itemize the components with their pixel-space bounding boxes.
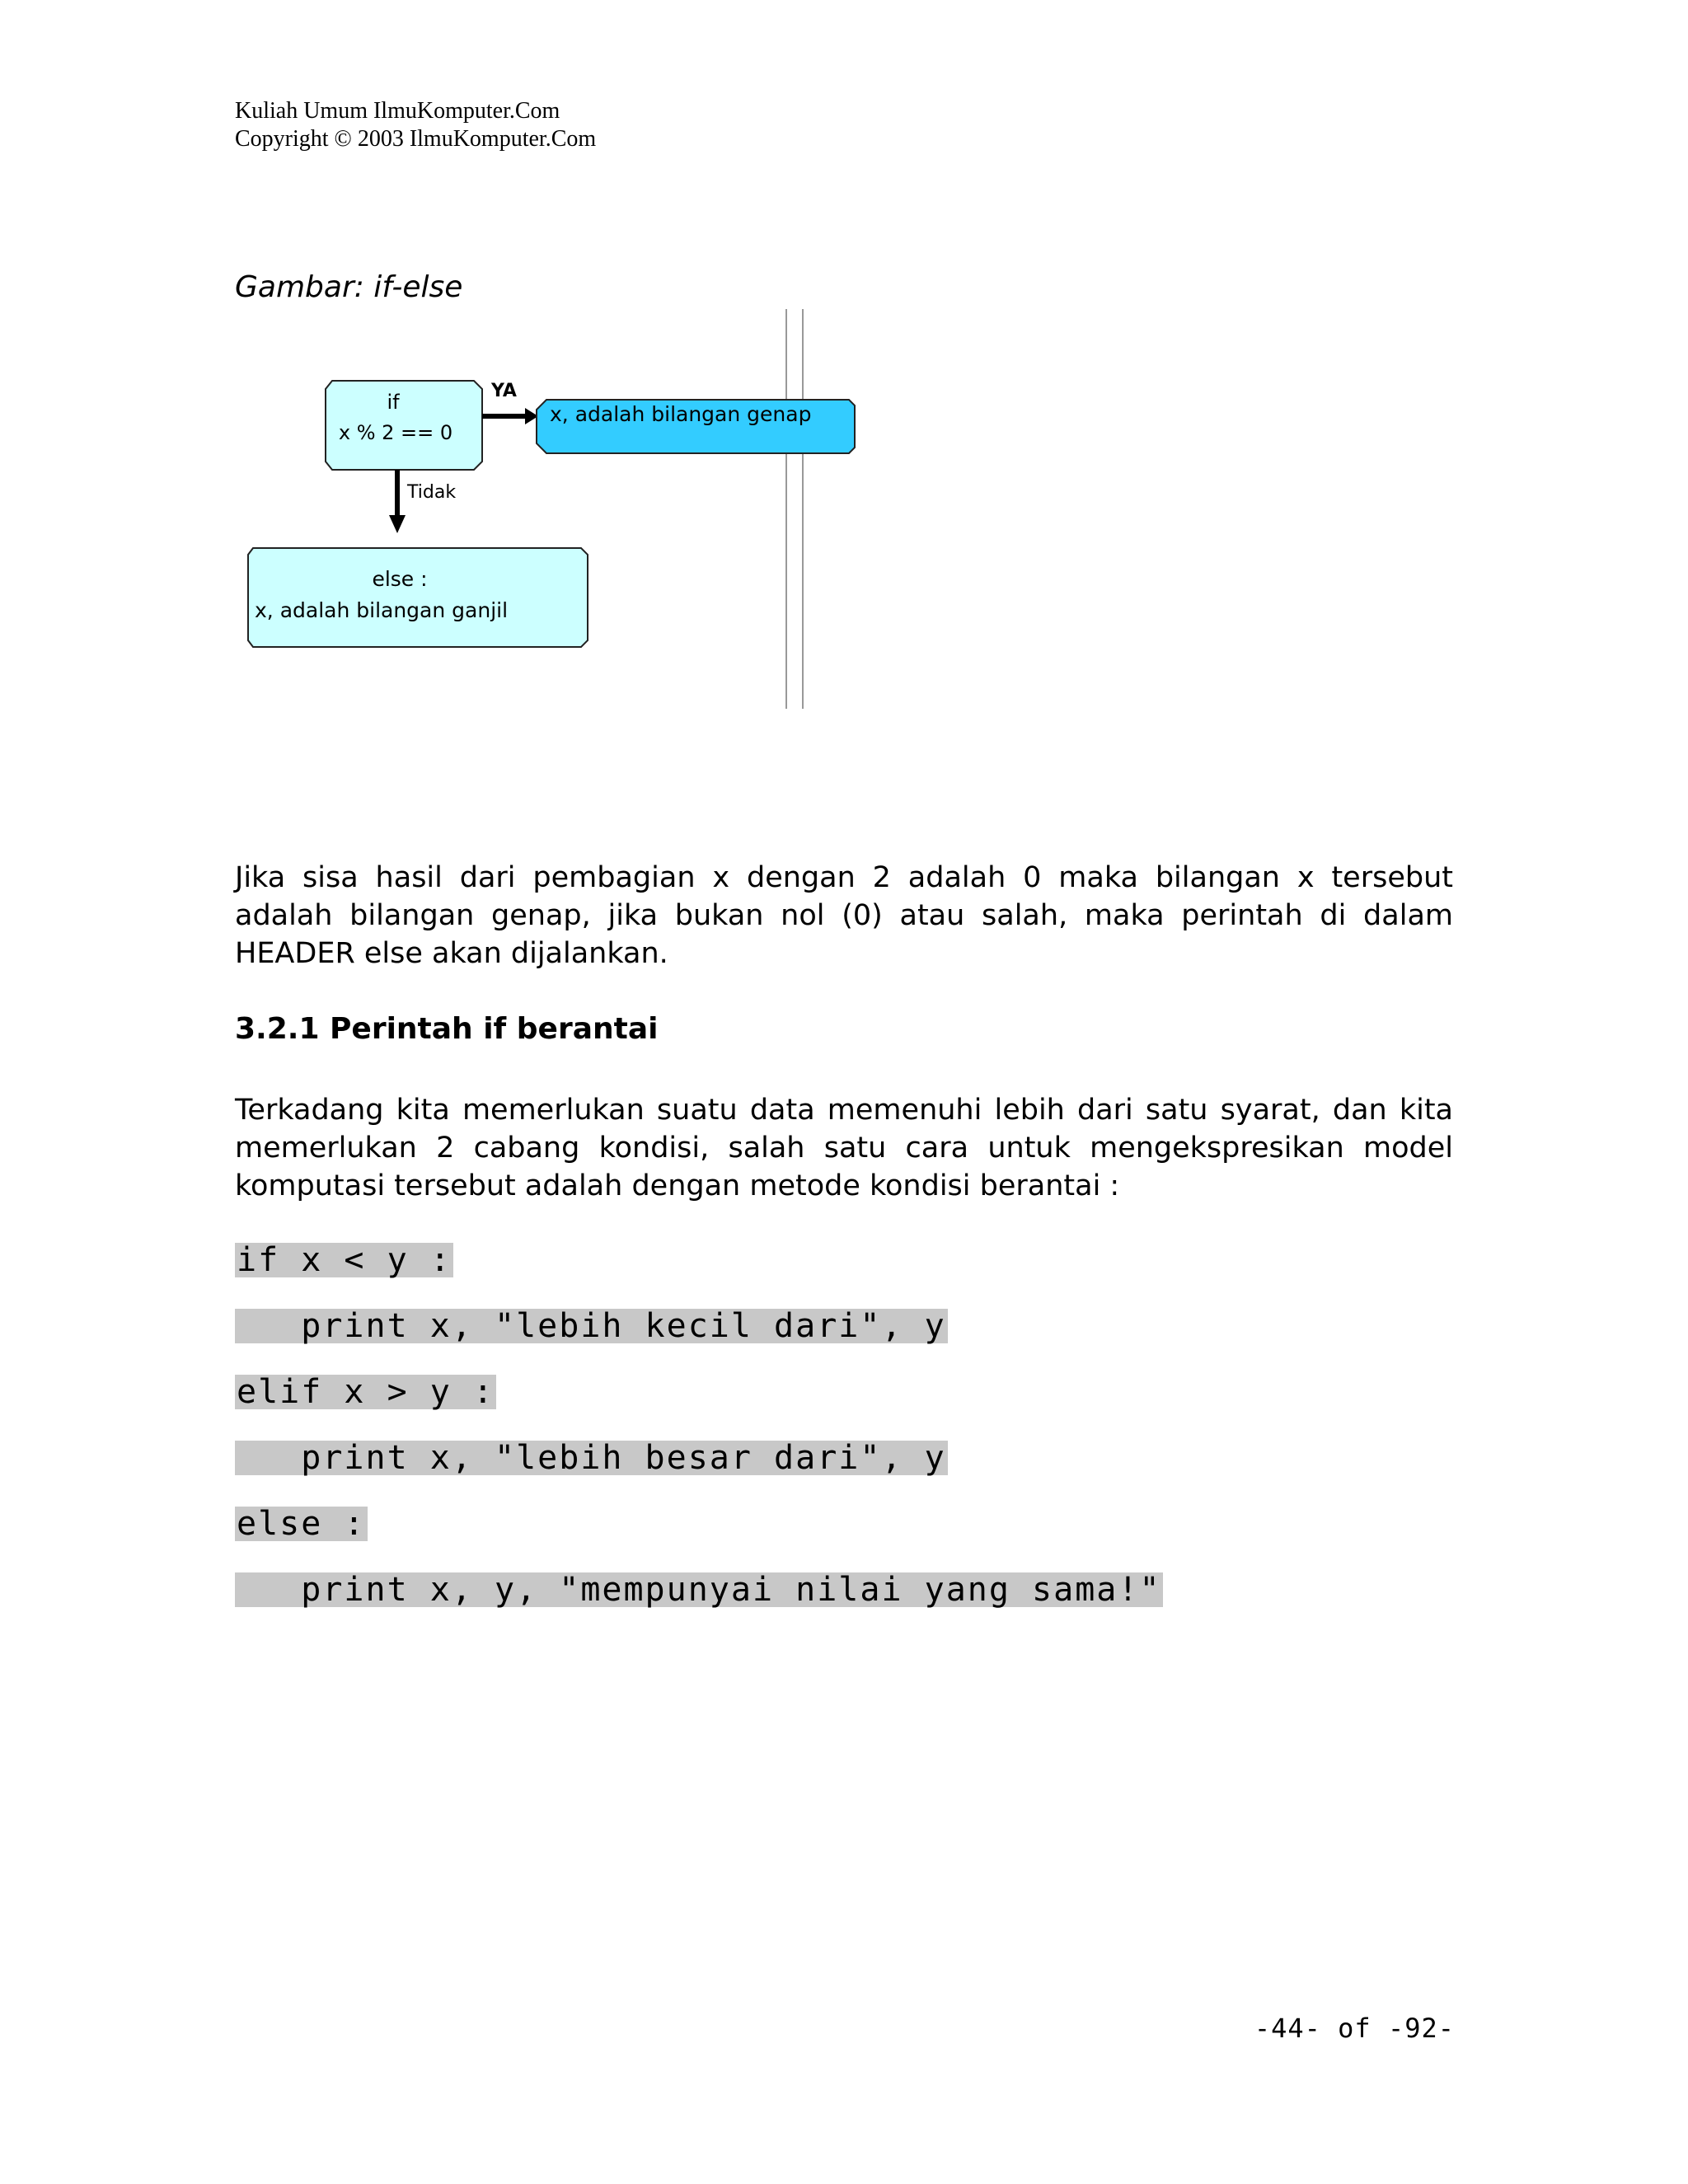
page-number: -44- of -92- bbox=[1254, 2013, 1455, 2044]
else-box bbox=[248, 548, 588, 647]
explanation-paragraph: Jika sisa hasil dari pembagian x dengan 2 adalah 0 maka bilangan x tersebut adalah bilangan genap, jika bukan nol (0) atau salah, maka perintah di dalam HEADER else akan dijalankan. bbox=[235, 861, 1453, 970]
header-course-title: Kuliah Umum IlmuKomputer.Com bbox=[235, 98, 560, 124]
code-line: elif x > y : bbox=[237, 1373, 495, 1411]
code-line: print x, "lebih kecil dari", y bbox=[237, 1307, 946, 1345]
intro-paragraph: Terkadang kita memerlukan suatu data memenuhi lebih dari satu syarat, dan kita memerlukan 2 cabang kondisi, salah satu cara untuk mengekspresikan model komputasi tersebut adalah dengan metode kondisi berantai : bbox=[235, 1094, 1453, 1202]
code-line: else : bbox=[237, 1505, 366, 1543]
header-copyright: Copyright © 2003 IlmuKomputer.Com bbox=[235, 126, 597, 152]
if-label: if bbox=[387, 391, 400, 414]
figure-caption: Gambar: if-else bbox=[235, 270, 463, 304]
odd-result-text: x, adalah bilangan ganjil bbox=[255, 598, 509, 622]
document-header bbox=[235, 97, 596, 153]
if-else-flowchart bbox=[235, 309, 870, 713]
else-label: else : bbox=[372, 567, 428, 591]
code-line: if x < y : bbox=[237, 1241, 452, 1279]
even-result-text: x, adalah bilangan genap bbox=[550, 402, 812, 426]
no-label: Tidak bbox=[407, 482, 457, 503]
no-arrowhead bbox=[389, 515, 406, 533]
flowchart-svg bbox=[235, 309, 870, 713]
if-condition-text: x % 2 == 0 bbox=[338, 421, 453, 444]
code-line: print x, "lebih besar dari", y bbox=[237, 1439, 946, 1477]
code-line: print x, y, "mempunyai nilai yang sama!" bbox=[237, 1571, 1161, 1609]
yes-label: YA bbox=[491, 381, 517, 401]
section-heading: 3.2.1 Perintah if berantai bbox=[235, 1012, 659, 1046]
